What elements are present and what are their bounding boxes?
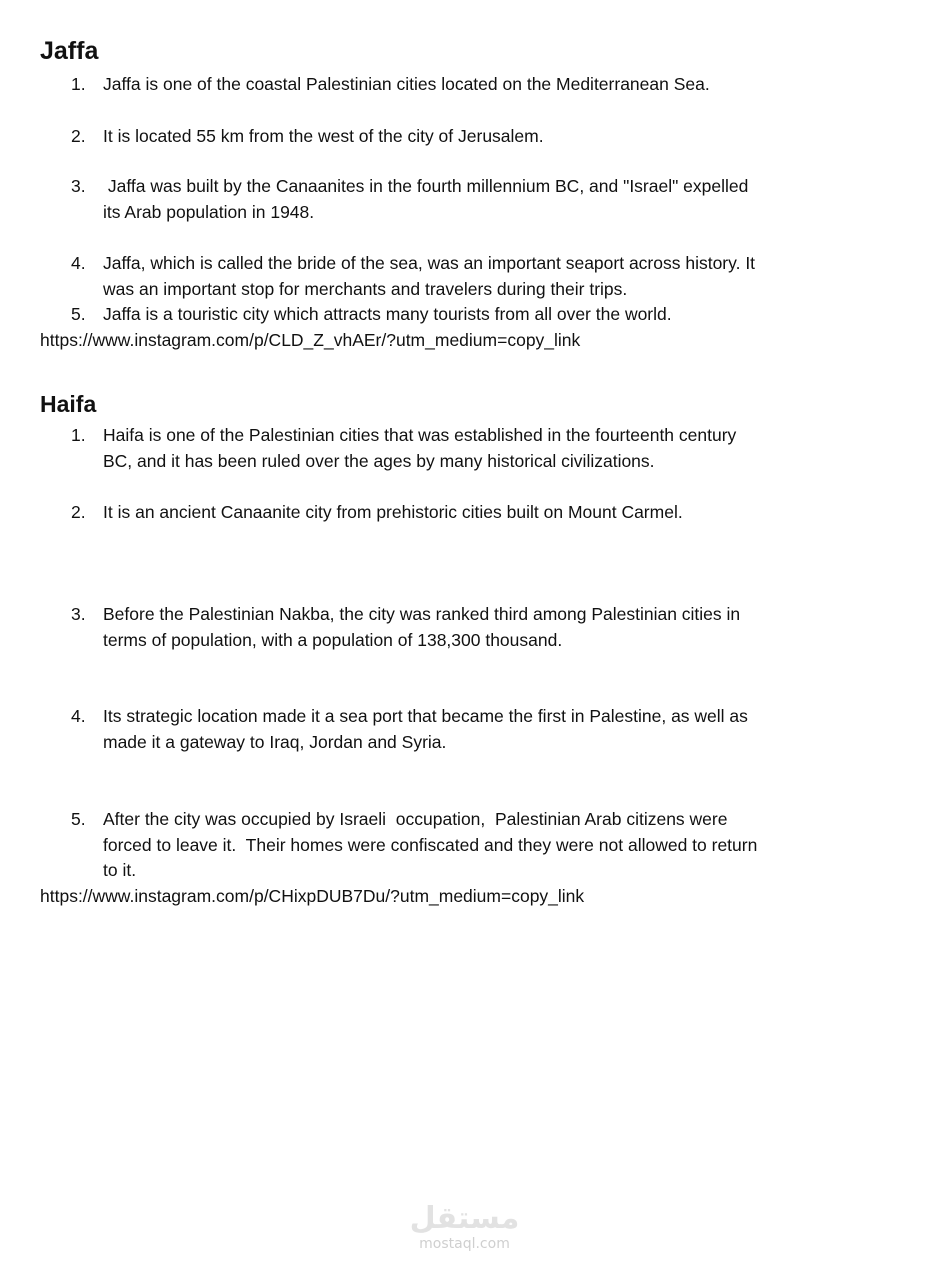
list-item-text: Jaffa is a touristic city which attracts many tourists from all over the world. xyxy=(103,304,672,324)
list-number: 5. xyxy=(71,809,86,829)
list-item-text: made it a gateway to Iraq, Jordan and Syria. xyxy=(103,732,447,752)
list-number: 2. xyxy=(71,502,86,522)
list-item-text: to it. xyxy=(103,860,137,880)
section-title-jaffa: Jaffa xyxy=(40,37,99,65)
list-item-text: BC, and it has been ruled over the ages by many historical civilizations. xyxy=(103,451,655,471)
list-item-text: Its strategic location made it a sea port that became the first in Palestine, as well as xyxy=(103,706,748,726)
list-number: 1. xyxy=(71,425,86,445)
list-number: 5. xyxy=(71,304,86,324)
list-item-text: was an important stop for merchants and travelers during their trips. xyxy=(103,279,628,299)
list-number: 4. xyxy=(71,253,86,273)
watermark-domain: mostaql.com xyxy=(419,1236,510,1252)
list-item-text: Jaffa is one of the coastal Palestinian cities located on the Mediterranean Sea. xyxy=(103,74,710,94)
list-item-text: It is an ancient Canaanite city from prehistoric cities built on Mount Carmel. xyxy=(103,502,683,522)
list-item-text: forced to leave it. Their homes were confiscated and they were not allowed to return xyxy=(103,835,758,855)
list-number: 3. xyxy=(71,604,86,624)
instagram-link-haifa[interactable]: https://www.instagram.com/p/CHixpDUB7Du/?utm_medium=copy_link xyxy=(40,886,585,906)
section-title-haifa: Haifa xyxy=(40,391,97,417)
watermark-logo-arabic: مستقل xyxy=(409,1201,520,1236)
list-number: 1. xyxy=(71,74,86,94)
list-item-text: Jaffa was built by the Canaanites in the fourth millennium BC, and "Israel" expelled xyxy=(103,176,749,196)
list-item-text: terms of population, with a population of 138,300 thousand. xyxy=(103,630,563,650)
list-item-text: Before the Palestinian Nakba, the city was ranked third among Palestinian cities in xyxy=(103,604,741,624)
list-number: 2. xyxy=(71,126,86,146)
instagram-link-jaffa[interactable]: https://www.instagram.com/p/CLD_Z_vhAEr/?utm_medium=copy_link xyxy=(40,330,581,350)
list-item-text: Jaffa, which is called the bride of the sea, was an important seaport across history. It xyxy=(103,253,756,273)
list-number: 4. xyxy=(71,706,86,726)
watermark xyxy=(0,1202,929,1252)
list-item-text: It is located 55 km from the west of the city of Jerusalem. xyxy=(103,126,544,146)
list-item-text: its Arab population in 1948. xyxy=(103,202,315,222)
list-item-text: Haifa is one of the Palestinian cities that was established in the fourteenth century xyxy=(103,425,737,445)
list-number: 3. xyxy=(71,176,86,196)
list-item-text: After the city was occupied by Israeli occupation, Palestinian Arab citizens were xyxy=(103,809,728,829)
